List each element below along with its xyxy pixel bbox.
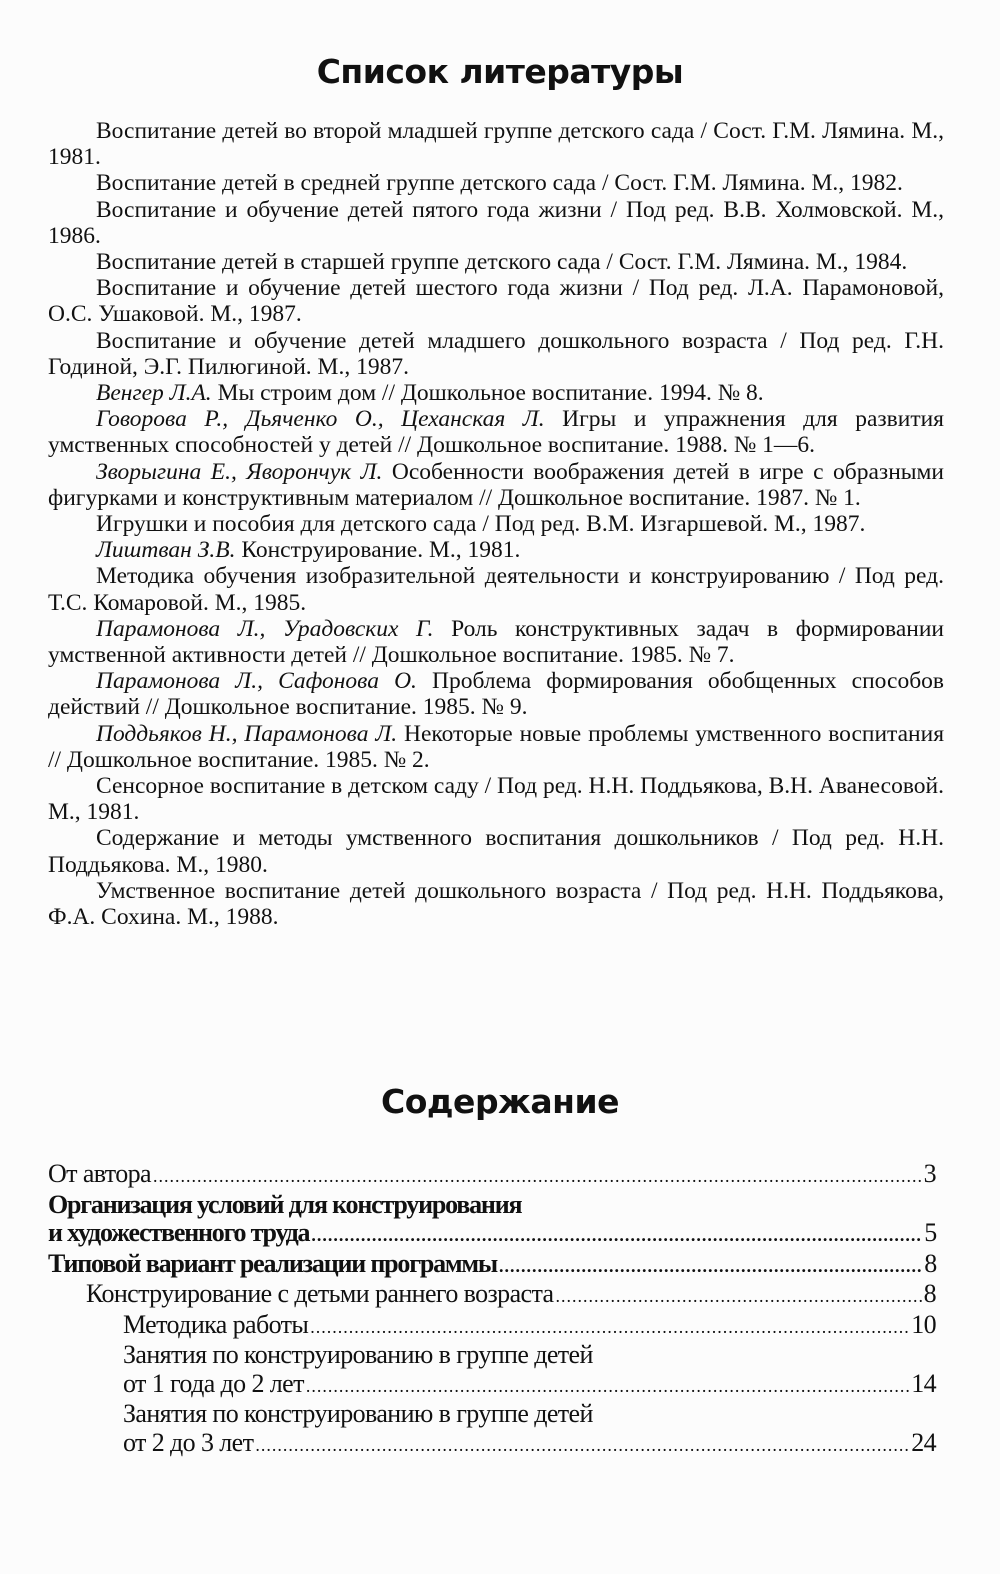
toc-entry	[48, 1311, 936, 1342]
reference-entry	[48, 825, 944, 877]
toc-entry-title: Типовой вариант реализации программы	[48, 1248, 497, 1278]
reference-text: Воспитание детей в старшей группе детского сада / Сост. Г.М. Лямина. М., 1984.	[96, 249, 908, 276]
reference-text: Мы строим дом // Дошкольное воспитание. 1994. № 8.	[211, 380, 764, 407]
reference-text: Роль конструктивных задач в формировании умственной активности детей // Дошкольное воспитание. 1985. № 7.	[48, 615, 944, 669]
reference-author: Парамонова Л., Сафонова О.	[96, 668, 417, 695]
reference-entry	[48, 721, 944, 773]
reference-author: Зворыгина Е., Яворончук Л.	[96, 458, 383, 485]
reference-author: Говорова Р., Дьяченко О., Цеханская Л.	[96, 406, 545, 433]
reference-text: Содержание и методы умственного воспитания дошкольников / Под ред. Н.Н. Поддьякова. М., 1980.	[48, 825, 944, 878]
reference-author: Парамонова Л., Урадовских Г.	[96, 615, 434, 642]
references-list	[48, 118, 944, 930]
toc-entry-title: Конструирование с детьми раннего возраста	[86, 1279, 554, 1308]
table-of-contents	[48, 1160, 936, 1459]
toc-entry-title: От автора	[48, 1159, 151, 1188]
toc-leader	[255, 1431, 909, 1460]
toc-entry-title-cont: от 2 до 3 лет	[123, 1427, 254, 1457]
reference-entry	[48, 511, 944, 537]
reference-text: Воспитание и обучение детей младшего дошкольного возраста / Под ред. Г.Н. Годиной, Э.Г. Пилюгиной. М., 1987.	[48, 327, 944, 380]
toc-entry	[48, 1250, 936, 1281]
reference-entry	[48, 459, 944, 511]
reference-text: Игрушки и пособия для детского сада / Под ред. В.М. Изгаршевой. М., 1987.	[96, 511, 866, 538]
toc-entry-title: Методика работы	[123, 1309, 309, 1339]
toc-entry-title: Занятия по конструированию в группе детей	[123, 1399, 593, 1428]
reference-entry	[48, 878, 944, 930]
reference-entry	[48, 537, 944, 563]
toc-leader	[310, 1313, 909, 1342]
toc-page-number: 3	[923, 1159, 936, 1188]
reference-author: Поддьяков Н., Парамонова Л.	[96, 720, 398, 747]
reference-entry	[48, 616, 944, 668]
reference-entry	[48, 328, 944, 380]
toc-page-number: 5	[924, 1218, 936, 1247]
reference-entry	[48, 118, 944, 170]
reference-text: Методика обучения изобразительной деятельности и конструированию / Под ред. Т.С. Комаровой. М., 1985.	[48, 563, 944, 616]
toc-entry-title: Организация условий для конструирования	[48, 1189, 522, 1219]
toc-leader	[499, 1252, 922, 1281]
reference-text: Воспитание детей во второй младшей группе детского сада / Сост. Г.М. Лямина. М., 1981.	[48, 118, 944, 171]
reference-entry	[48, 170, 944, 196]
reference-text: Игры и упражнения для развития умственных способностей у детей // Дошкольное воспитание. 1988. № 1—6.	[48, 406, 944, 459]
toc-page-number: 10	[911, 1309, 936, 1339]
reference-text: Сенсорное воспитание в детском саду / Под ред. Н.Н. Поддьякова, В.Н. Аванесовой. М., 1981.	[48, 773, 944, 826]
toc-leader	[555, 1282, 921, 1311]
reference-entry	[48, 275, 944, 327]
reference-entry	[48, 668, 944, 720]
references-title: Список литературы	[316, 52, 684, 91]
toc-page-number: 24	[911, 1427, 936, 1457]
reference-entry	[48, 563, 944, 615]
toc-entry	[48, 1160, 936, 1191]
toc-leader	[306, 1372, 909, 1401]
toc-leader	[153, 1162, 922, 1191]
toc-entry	[48, 1400, 936, 1459]
reference-author: Венгер Л.А.	[96, 380, 212, 407]
reference-text: Проблема формирования обобщенных способов действий // Дошкольное воспитание. 1985. № 9.	[48, 668, 944, 721]
reference-text: Конструирование. М., 1981.	[235, 537, 521, 564]
toc-entry	[48, 1341, 936, 1400]
toc-entry	[48, 1280, 936, 1311]
toc-page-number: 8	[923, 1279, 936, 1308]
reference-author: Лиштван З.В.	[96, 537, 236, 564]
reference-entry	[48, 380, 944, 406]
toc-entry	[48, 1191, 936, 1250]
reference-entry	[48, 773, 944, 825]
reference-entry	[48, 197, 944, 249]
reference-text: Особенности воображения детей в игре с образными фигурками и конструктивным материалом // Дошкольное воспитание. 1987. № 1.	[48, 458, 945, 511]
toc-entry-title-cont: и художественного труда	[48, 1218, 310, 1247]
contents-title: Содержание	[381, 1082, 619, 1121]
toc-page-number: 8	[924, 1248, 936, 1278]
toc-leader	[311, 1221, 922, 1250]
reference-text: Умственное воспитание детей дошкольного возраста / Под ред. Н.Н. Поддьякова, Ф.А. Сохина. М., 1988.	[48, 877, 944, 931]
reference-text: Некоторые новые проблемы умственного воспитания // Дошкольное воспитание. 1985. № 2.	[48, 720, 945, 773]
reference-text: Воспитание детей в средней группе детского сада / Сост. Г.М. Лямина. М., 1982.	[96, 170, 903, 197]
toc-entry-title: Занятия по конструированию в группе детей	[123, 1340, 593, 1369]
toc-page-number: 14	[911, 1368, 936, 1398]
reference-text: Воспитание и обучение детей пятого года жизни / Под ред. В.В. Холмовской. М., 1986.	[48, 196, 944, 249]
toc-entry-title-cont: от 1 года до 2 лет	[123, 1368, 304, 1398]
reference-text: Воспитание и обучение детей шестого года жизни / Под ред. Л.А. Парамоновой, О.С. Ушаковой. М., 1987.	[48, 275, 944, 328]
reference-entry	[48, 406, 944, 458]
reference-entry	[48, 249, 944, 275]
